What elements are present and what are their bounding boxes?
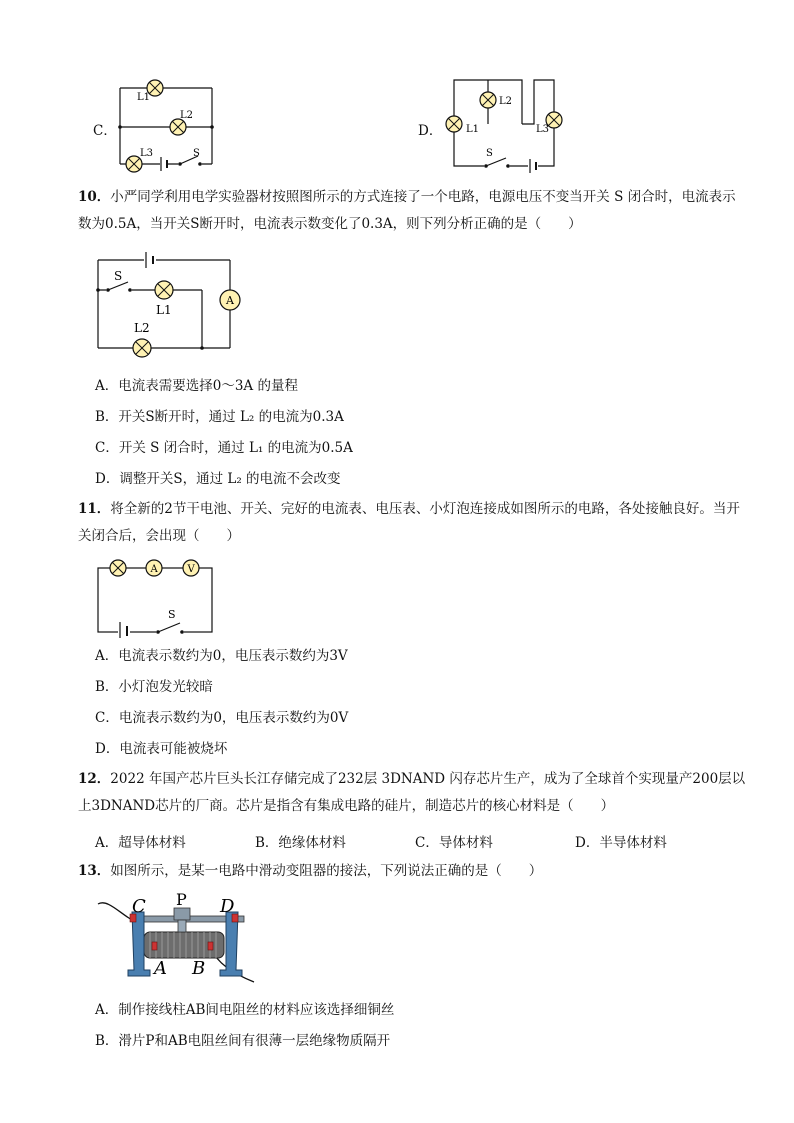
lamp-label: L1 [466, 124, 480, 135]
lamp-icon [170, 119, 186, 135]
option-c[interactable]: C．电流表示数约为0，电压表示数约为0V [95, 710, 349, 726]
lamp-label: L3 [140, 148, 154, 159]
question-11 [78, 496, 748, 550]
question-12 [78, 766, 748, 820]
question-text: 小严同学利用电学实验器材按照图所示的方式连接了一个电路，电源电压不变当开关 S 闭合时，电流表示数为0.5A，当开关S断开时，电流表示数变化了0.3A，则下列分析正确的是（ ） [78, 189, 736, 232]
voltmeter-icon [183, 560, 199, 576]
option-b[interactable]: B．小灯泡发光较暗 [95, 679, 213, 695]
ammeter-icon [146, 560, 162, 576]
battery-icon [118, 622, 130, 638]
battery-icon [144, 252, 156, 268]
q12-options [95, 831, 735, 851]
lamp-label: L2 [134, 321, 150, 335]
option-c[interactable]: C．导体材料 [415, 835, 493, 851]
battery-icon [528, 158, 538, 174]
ammeter-icon [220, 290, 240, 310]
q10-circuit-figure [92, 250, 252, 360]
switch-label: S [168, 608, 176, 621]
svg-text:V: V [187, 564, 195, 575]
lamp-icon [155, 281, 173, 299]
option-a[interactable]: A．电流表示数约为0，电压表示数约为3V [95, 648, 348, 664]
option-b[interactable]: B．开关S断开时，通过 L₂ 的电流为0.3A [95, 409, 344, 425]
option-d[interactable]: D．半导体材料 [575, 835, 667, 851]
q9-option-c-label: C． [93, 123, 117, 139]
switch-icon [484, 158, 510, 170]
lamp-label: L3 [536, 124, 550, 135]
question-number: 13． [78, 863, 111, 879]
question-number: 11． [78, 501, 111, 517]
terminal-label-d: D [220, 896, 235, 917]
lamp-icon [480, 92, 496, 108]
terminal-label-a: A [154, 958, 167, 979]
lamp-label: L2 [499, 96, 513, 107]
option-a[interactable]: A．制作接线柱AB间电阻丝的材料应该选择细铜丝 [95, 1002, 395, 1018]
rheostat-figure [94, 890, 274, 986]
question-number: 10． [78, 189, 111, 205]
lamp-label: L1 [156, 303, 172, 317]
svg-text:A: A [226, 294, 234, 307]
lamp-icon [133, 339, 151, 357]
lamp-label: L2 [180, 110, 194, 121]
switch-label: S [114, 269, 123, 283]
lamp-label: L1 [137, 92, 151, 103]
option-b[interactable]: B．滑片P和AB电阻丝间有很薄一层绝缘物质隔开 [95, 1033, 391, 1049]
q9-option-c-circuit [112, 76, 222, 176]
q9-option-d-label: D． [418, 123, 443, 139]
q9-option-d-circuit [440, 74, 570, 178]
battery-icon [160, 156, 168, 172]
switch-icon [156, 623, 184, 636]
svg-text:A: A [150, 564, 158, 575]
question-13 [78, 858, 748, 885]
option-a[interactable]: A．电流表需要选择0～3A 的量程 [95, 378, 298, 394]
question-text: 如图所示，是某一电路中滑动变阻器的接法，下列说法正确的是（ ） [110, 863, 543, 879]
q11-circuit-figure [92, 556, 222, 638]
option-b[interactable]: B．绝缘体材料 [255, 835, 346, 851]
option-d[interactable]: D．电流表可能被烧坏 [95, 741, 228, 757]
option-a[interactable]: A．超导体材料 [95, 835, 186, 851]
question-text: 2022 年国产芯片巨头长江存储完成了232层 3DNAND 闪存芯片生产，成为了全球首个实现量产200层以上3DNAND芯片的厂商。芯片是指含有集成电路的硅片，制造芯片的核心材料是（ ） [78, 771, 746, 814]
option-d[interactable]: D．调整开关S，通过 L₂ 的电流不会改变 [95, 471, 341, 487]
question-number: 12． [78, 771, 111, 787]
terminal-label-c: C [132, 896, 146, 917]
question-10 [78, 184, 748, 238]
lamp-icon [110, 560, 126, 576]
switch-label: S [486, 148, 493, 159]
slider-label-p: P [176, 890, 187, 909]
switch-icon [106, 282, 132, 294]
terminal-label-b: B [192, 958, 206, 979]
question-text: 将全新的2节干电池、开关、完好的电流表、电压表、小灯泡连接成如图所示的电路，各处接触良好。当开关闭合后，会出现（ ） [78, 501, 740, 544]
switch-label: S [193, 148, 200, 159]
option-c[interactable]: C．开关 S 闭合时，通过 L₁ 的电流为0.5A [95, 440, 353, 456]
